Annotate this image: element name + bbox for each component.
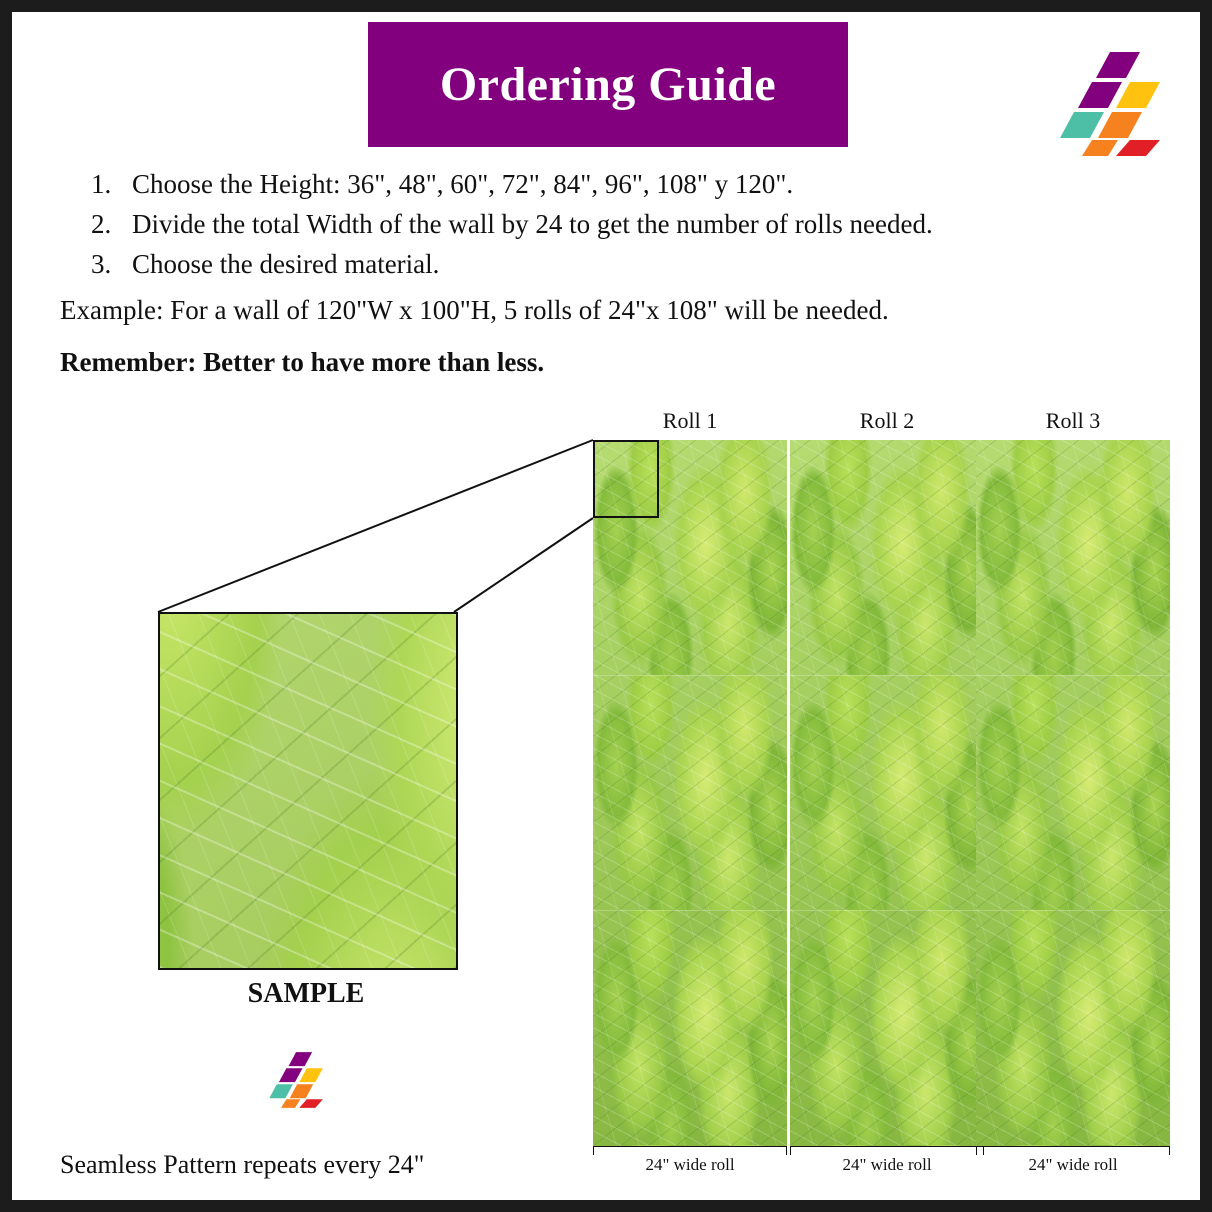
step-item: 3. Choose the desired material.	[118, 244, 1170, 284]
measure-tick-left	[790, 1146, 791, 1155]
roll-label: Roll 2	[859, 408, 915, 433]
example-text: Example: For a wall of 120"W x 100"H, 5 rolls of 24"x 108" will be needed.	[60, 295, 889, 325]
crop-selection-rect	[593, 440, 659, 518]
roll-label: Roll 1	[662, 408, 718, 433]
step-item: 2. Divide the total Width of the wall by 24 to get the number of rolls needed.	[118, 204, 1170, 244]
measure-bar	[593, 1146, 787, 1147]
seamless-pattern-note: Seamless Pattern repeats every 24"	[60, 1150, 425, 1179]
brand-logo-small-icon	[265, 1050, 325, 1110]
pattern-seam	[976, 675, 1170, 676]
roll-preview-2	[790, 440, 984, 1146]
steps-list	[60, 164, 1170, 284]
step-item: 1. Choose the Height: 36", 48", 60", 72", 84", 96", 108" y 120".	[118, 164, 1170, 204]
roll-width-measure	[593, 1146, 787, 1182]
roll-width-measure	[976, 1146, 1170, 1182]
leaf-pattern	[976, 440, 1170, 1146]
sample-leaf-veins	[160, 614, 456, 968]
instructions-block	[60, 164, 1170, 382]
roll-label: Roll 3	[1045, 408, 1101, 433]
roll-width-caption: 24" wide roll	[842, 1155, 932, 1174]
measure-tick-right	[786, 1146, 787, 1155]
sample-caption: SAMPLE	[247, 978, 365, 1009]
roll-preview-3	[976, 440, 1170, 1146]
leaf-pattern	[593, 440, 787, 1146]
leaf-pattern	[790, 440, 984, 1146]
roll-width-caption: 24" wide roll	[1028, 1155, 1118, 1174]
measure-tick-left	[593, 1146, 594, 1155]
pattern-seam	[790, 910, 984, 911]
roll-width-measure	[790, 1146, 984, 1182]
brand-logo-icon	[1052, 48, 1164, 160]
measure-tick-left	[976, 1146, 977, 1155]
page-title: Ordering Guide	[439, 58, 777, 111]
pattern-seam	[593, 675, 787, 676]
ordering-guide-page	[12, 12, 1200, 1200]
sample-swatch	[158, 612, 458, 970]
roll-preview-1	[593, 440, 787, 1146]
pattern-seam	[593, 910, 787, 911]
pattern-seam	[976, 910, 1170, 911]
title-banner	[368, 22, 848, 147]
measure-bar	[790, 1146, 984, 1147]
remember-text: Remember: Better to have more than less.	[60, 347, 545, 377]
pattern-seam	[790, 675, 984, 676]
measure-tick-right	[1169, 1146, 1170, 1155]
measure-bar	[976, 1146, 1170, 1147]
roll-width-caption: 24" wide roll	[645, 1155, 735, 1174]
